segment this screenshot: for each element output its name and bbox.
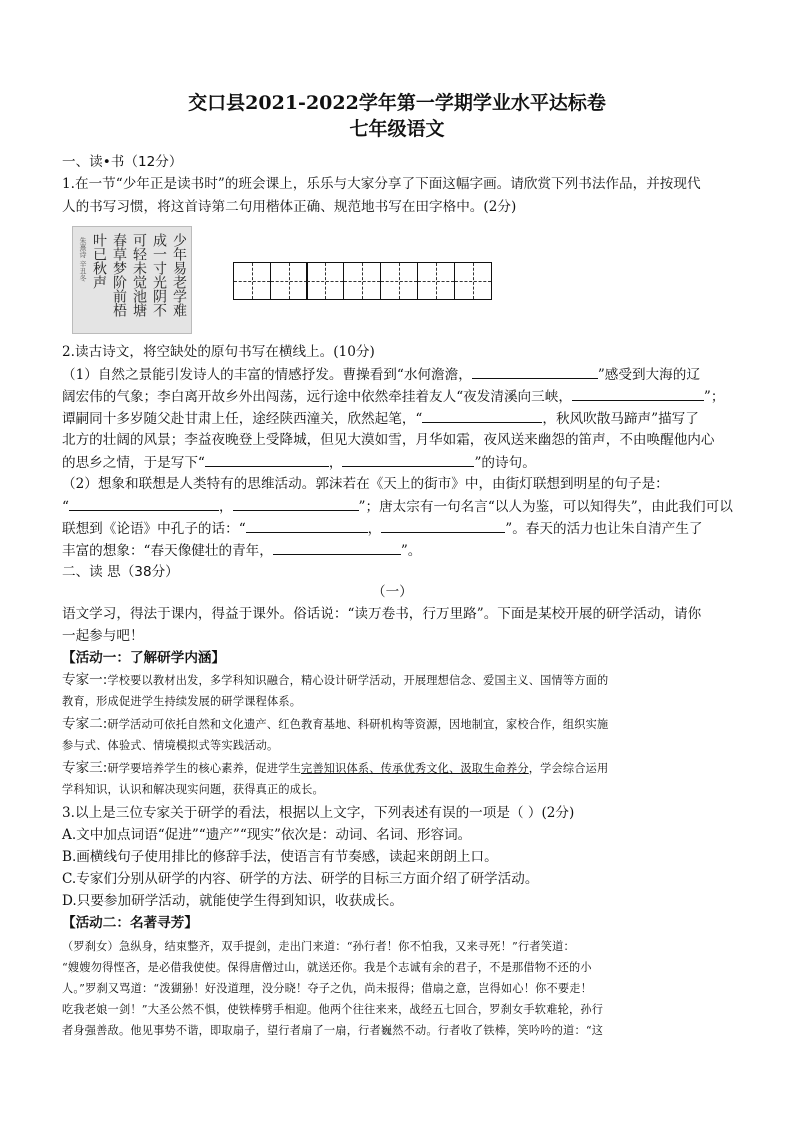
excerpt-line-1: （罗刹女）急纵身，结束整齐，双手提剑，走出门来道：“孙行者！你不怕我，又来寻死！”行者笑道： xyxy=(62,940,575,953)
exam-subtitle: 七年级语文 xyxy=(349,118,445,140)
q2-p2-line-3: 联想到《论语》中孔子的话：“ ， ”。春天的活力也让朱自清产生了 xyxy=(62,518,703,539)
answer-blank[interactable] xyxy=(69,496,219,511)
q2-heading: 2.读古诗文，将空缺处的原句书写在横线上。(10分) xyxy=(62,344,375,360)
q2-p1-line-5: 的思乡之情，于是写下“ ， ”的诗句。 xyxy=(62,452,536,473)
tianzige-grid[interactable] xyxy=(234,262,492,300)
option-c[interactable]: C.专家们分别从研学的内容、研学的方法、研学的目标三方面介绍了研学活动。 xyxy=(62,871,539,887)
calligraphy-column-2: 成一寸光阴不 xyxy=(151,233,167,317)
calligraphy-column-3: 可轻未觉池塘 xyxy=(131,233,147,317)
expert3-line-2: 学科知识，认识和解决现实问题，获得真正的成长。 xyxy=(62,783,324,796)
calligraphy-column-4: 春草梦阶前梧 xyxy=(111,233,127,317)
option-b[interactable]: B.画横线句子使用排比的修辞手法，使语言有节奏感，读起来朗朗上口。 xyxy=(62,849,498,865)
underlined-sentence: 完善知识体系、传承优秀文化、汲取生命养分 xyxy=(300,762,529,775)
answer-blank[interactable] xyxy=(472,364,598,379)
answer-blank[interactable] xyxy=(233,496,359,511)
part-label: （一） xyxy=(372,584,413,600)
expert2-line-1: 专家二:研学活动可依托自然和文化遗产、红色教育基地、科研机构等资源，因地制宜，家校合作，组织实施 xyxy=(62,716,609,732)
tianzige-cell[interactable] xyxy=(233,262,271,300)
tianzige-cell[interactable] xyxy=(380,262,418,300)
q2-p1-line-2: 阔宏伟的气象；李白离开故乡外出闯荡，远行途中依然牵挂着友人“夜发清溪向三峡， ”； xyxy=(62,386,724,407)
q3-stem: 3.以上是三位专家关于研学的看法，根据以上文字，下列表述有误的一项是（ ）(2分) xyxy=(62,805,575,821)
excerpt-line-3: 人。”罗刹又骂道：“泼猢狲！好没道理，没分晓！夺子之仇，尚未报得；借扇之意，岂得如心！你不要走！ xyxy=(62,982,593,995)
calligraphy-column-5: 叶已秋声 xyxy=(91,233,107,289)
excerpt-line-4: 吃我老娘一剑！”大圣公然不惧，使铁棒劈手相迎。他两个往往来来，战经五七回合，罗刹女手软难轮，孙行 xyxy=(62,1003,604,1016)
exam-title: 交口县2021-2022学年第一学期学业水平达标卷 xyxy=(188,92,606,114)
expert1-line-1: 专家一:学校要以教材出发，多学科知识融合，精心设计研学活动，开展理想信念、爱国主义、国情等方面的 xyxy=(62,672,609,688)
section2-heading: 二、读 思（38分） xyxy=(62,564,179,580)
excerpt-line-5: 者身强善敌。他见事势不谐，即取扇子，望行者扇了一扇，行者巍然不动。行者收了铁棒，笑吟吟的道：“这 xyxy=(62,1024,604,1037)
section1-heading: 一、读•书（12分） xyxy=(62,154,183,170)
expert1-line-2: 教育，形成促进学生持续发展的研学课程体系。 xyxy=(62,695,302,708)
tianzige-cell[interactable] xyxy=(270,262,308,300)
option-a[interactable]: A.文中加点词语“促进”“遗产”“现实”依次是：动词、名词、形容词。 xyxy=(62,827,472,843)
q1-line-2: 人的书写习惯，将这首诗第二句用楷体正确、规范地书写在田字格中。(2分) xyxy=(62,199,517,215)
q2-p2-line-1: （2）想象和联想是人类特有的思维活动。郭沫若在《天上的街市》中，由街灯联想到明星的句子是： xyxy=(62,476,669,492)
calligraphy-column-1: 少年易老学难 xyxy=(171,233,187,317)
activity2-heading: 【活动二：名著寻芳】 xyxy=(62,915,198,931)
tianzige-cell[interactable] xyxy=(343,262,381,300)
answer-blank[interactable] xyxy=(273,540,401,555)
q2-p1-line-4: 北方的壮阔的风景；李益夜晚登上受降城，但见大漠如雪，月华如霜，夜风送来幽怨的笛声，不由唤醒他内心 xyxy=(62,432,715,448)
q1-line-1: 1.在一节“少年正是读书时”的班会课上，乐乐与大家分享了下面这幅字画。请欣赏下列书法作品，并按现代 xyxy=(62,176,701,192)
answer-blank[interactable] xyxy=(246,518,368,533)
answer-blank[interactable] xyxy=(422,408,542,423)
q2-p1-line-1: （1）自然之景能引发诗人的丰富的情感抒发。曹操看到“水何澹澹， ”感受到大海的辽 xyxy=(62,364,700,385)
q2-p2-line-2: “ ， ”；唐太宗有一句名言“以人为鉴，可以知得失”，由此我们可以 xyxy=(62,496,733,517)
tianzige-cell[interactable] xyxy=(454,262,492,300)
calligraphy-image xyxy=(72,226,192,334)
expert2-line-2: 参与式、体验式、情境模拟式等实践活动。 xyxy=(62,739,279,752)
excerpt-line-2: “嫂嫂勿得悭吝，是必借我使使。保得唐僧过山，就送还你。我是个志诚有余的君子，不是那借物不还的小 xyxy=(62,961,592,974)
answer-blank[interactable] xyxy=(381,518,505,533)
intro-line-2: 一起参与吧！ xyxy=(62,628,144,644)
expert3-line-1: 专家三:研学要培养学生的核心素养，促进学生完善知识体系、传承优秀文化、汲取生命养分，学会综合运用 xyxy=(62,760,609,776)
tianzige-cell[interactable] xyxy=(417,262,455,300)
calligraphy-seal: 朱熹诗 辛丑冬 xyxy=(79,237,87,282)
answer-blank[interactable] xyxy=(342,452,474,467)
intro-line-1: 语文学习，得法于课内，得益于课外。俗话说：“读万卷书，行万里路”。下面是某校开展的研学活动，请你 xyxy=(62,606,702,622)
activity1-heading: 【活动一：了解研学内涵】 xyxy=(62,650,226,666)
tianzige-cell[interactable] xyxy=(306,262,344,300)
answer-blank[interactable] xyxy=(205,452,329,467)
q2-p1-line-3: 谭嗣同十多岁随父赴甘肃上任，途经陕西潼关，欣然起笔，“ ，秋风吹散马蹄声”描写了 xyxy=(62,408,699,429)
answer-blank[interactable] xyxy=(572,386,704,401)
option-d[interactable]: D.只要参加研学活动，就能使学生得到知识，收获成长。 xyxy=(62,893,403,909)
q2-p2-line-4: 丰富的想象：“春天像健壮的青年， ”。 xyxy=(62,540,421,561)
